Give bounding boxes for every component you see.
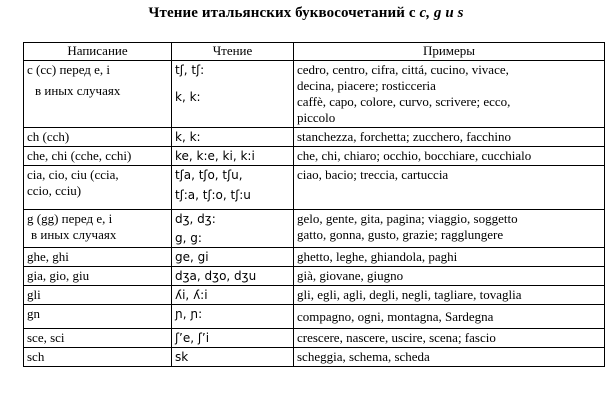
reading-line: sk bbox=[175, 350, 189, 364]
reading-cell bbox=[172, 267, 294, 286]
reading-cell bbox=[172, 166, 294, 210]
reading-line: ge, gi bbox=[175, 250, 209, 264]
examples-line: gatto, gonna, gusto, grazie; ragglungere bbox=[297, 227, 504, 242]
reading-cell bbox=[172, 128, 294, 147]
examples-cell bbox=[294, 267, 605, 286]
reading-line: k, k: bbox=[175, 130, 201, 144]
reading-cell bbox=[172, 61, 294, 128]
examples-cell bbox=[294, 147, 605, 166]
table-row bbox=[24, 267, 605, 286]
reading-line: ɲ, ɲ: bbox=[175, 307, 203, 321]
examples-line: stanchezza, forchetta; zucchero, facchino bbox=[297, 129, 512, 144]
reading-rules-table bbox=[23, 42, 605, 367]
writing-line: g (gg) перед e, i bbox=[27, 211, 113, 226]
examples-line: piccolo bbox=[297, 110, 336, 125]
examples-cell bbox=[294, 348, 605, 367]
reading-cell bbox=[172, 286, 294, 305]
examples-cell bbox=[294, 61, 605, 128]
reading-line: ʎi, ʎ:i bbox=[175, 288, 208, 302]
table-row bbox=[24, 61, 605, 128]
writing-cell bbox=[24, 348, 172, 367]
table-header-row bbox=[24, 43, 605, 61]
table-row bbox=[24, 248, 605, 267]
header-writing: Написание bbox=[24, 43, 172, 61]
table-row bbox=[24, 348, 605, 367]
table-row bbox=[24, 166, 605, 210]
reading-cell bbox=[172, 329, 294, 348]
examples-line: già, giovane, giugno bbox=[297, 268, 404, 283]
writing-line: в иных случаях bbox=[31, 227, 117, 242]
writing-cell bbox=[24, 329, 172, 348]
reading-line: ke, k:e, ki, k:i bbox=[175, 149, 255, 163]
reading-line: dʒa, dʒo, dʒu bbox=[175, 269, 257, 283]
writing-line: ghe, ghi bbox=[27, 249, 69, 264]
examples-line: gli, egli, agli, degli, negli, tagliare, tovaglia bbox=[297, 287, 522, 302]
writing-cell bbox=[24, 286, 172, 305]
writing-cell bbox=[24, 61, 172, 128]
reading-line: dʒ, dʒ: bbox=[175, 212, 216, 226]
examples-cell bbox=[294, 286, 605, 305]
writing-cell bbox=[24, 128, 172, 147]
examples-cell bbox=[294, 128, 605, 147]
examples-line: decina, piacere; rosticceria bbox=[297, 78, 436, 93]
reading-cell bbox=[172, 210, 294, 248]
writing-line: cia, cio, ciu (ccia, bbox=[27, 167, 119, 182]
reading-cell bbox=[172, 305, 294, 329]
writing-line: c (cc) перед e, i bbox=[27, 62, 111, 77]
writing-line: ccio, cciu) bbox=[27, 183, 82, 198]
writing-line: gli bbox=[27, 287, 41, 302]
reading-line: k, k: bbox=[175, 90, 201, 104]
reading-cell bbox=[172, 147, 294, 166]
writing-line: gia, gio, giu bbox=[27, 268, 90, 283]
table-row bbox=[24, 286, 605, 305]
header-reading: Чтение bbox=[172, 43, 294, 61]
writing-cell bbox=[24, 210, 172, 248]
examples-line: crescere, nascere, uscire, scena; fascio bbox=[297, 330, 496, 345]
table-row bbox=[24, 329, 605, 348]
examples-cell bbox=[294, 210, 605, 248]
writing-line: che, chi (cche, cchi) bbox=[27, 148, 132, 163]
reading-line: tʃ:a, tʃ:o, tʃ:u bbox=[175, 188, 251, 202]
examples-line: cedro, centro, cifra, cittá, cucino, vivace, bbox=[297, 62, 509, 77]
examples-line: compagno, ogni, montagna, Sardegna bbox=[297, 309, 494, 324]
table-row bbox=[24, 147, 605, 166]
header-examples: Примеры bbox=[294, 43, 605, 61]
examples-line: che, chi, chiaro; occhio, bocchiare, cucchialo bbox=[297, 148, 532, 163]
reading-line: ʃ’e, ʃ’i bbox=[175, 331, 210, 345]
reading-line: g, g: bbox=[175, 231, 202, 245]
examples-cell bbox=[294, 248, 605, 267]
title-prefix: Чтение итальянских буквосочетаний с bbox=[148, 5, 420, 21]
examples-line: scheggia, schema, scheda bbox=[297, 349, 430, 364]
writing-cell bbox=[24, 248, 172, 267]
writing-line: gn bbox=[27, 306, 40, 321]
examples-cell bbox=[294, 166, 605, 210]
writing-cell bbox=[24, 147, 172, 166]
writing-line: sce, sci bbox=[27, 330, 65, 345]
examples-cell bbox=[294, 305, 605, 329]
writing-line: в иных случаях bbox=[35, 83, 121, 98]
table-row bbox=[24, 128, 605, 147]
examples-line: caffè, capo, colore, curvo, scrivere; ecco, bbox=[297, 94, 511, 109]
writing-cell bbox=[24, 305, 172, 329]
table-row bbox=[24, 305, 605, 329]
reading-cell bbox=[172, 348, 294, 367]
examples-line: ghetto, leghe, ghiandola, paghi bbox=[297, 249, 458, 264]
writing-cell bbox=[24, 267, 172, 286]
reading-line: tʃ, tʃ: bbox=[175, 63, 205, 77]
reading-line: tʃa, tʃo, tʃu, bbox=[175, 168, 243, 182]
examples-cell bbox=[294, 329, 605, 348]
examples-line: ciao, bacio; treccia, cartuccia bbox=[297, 167, 449, 182]
table-row bbox=[24, 210, 605, 248]
reading-cell bbox=[172, 248, 294, 267]
page-title bbox=[0, 5, 612, 22]
writing-line: sch bbox=[27, 349, 45, 364]
writing-cell bbox=[24, 166, 172, 210]
writing-line: ch (cch) bbox=[27, 129, 70, 144]
title-letters: c, g и s bbox=[419, 5, 464, 21]
examples-line: gelo, gente, gita, pagina; viaggio, soggetto bbox=[297, 211, 518, 226]
